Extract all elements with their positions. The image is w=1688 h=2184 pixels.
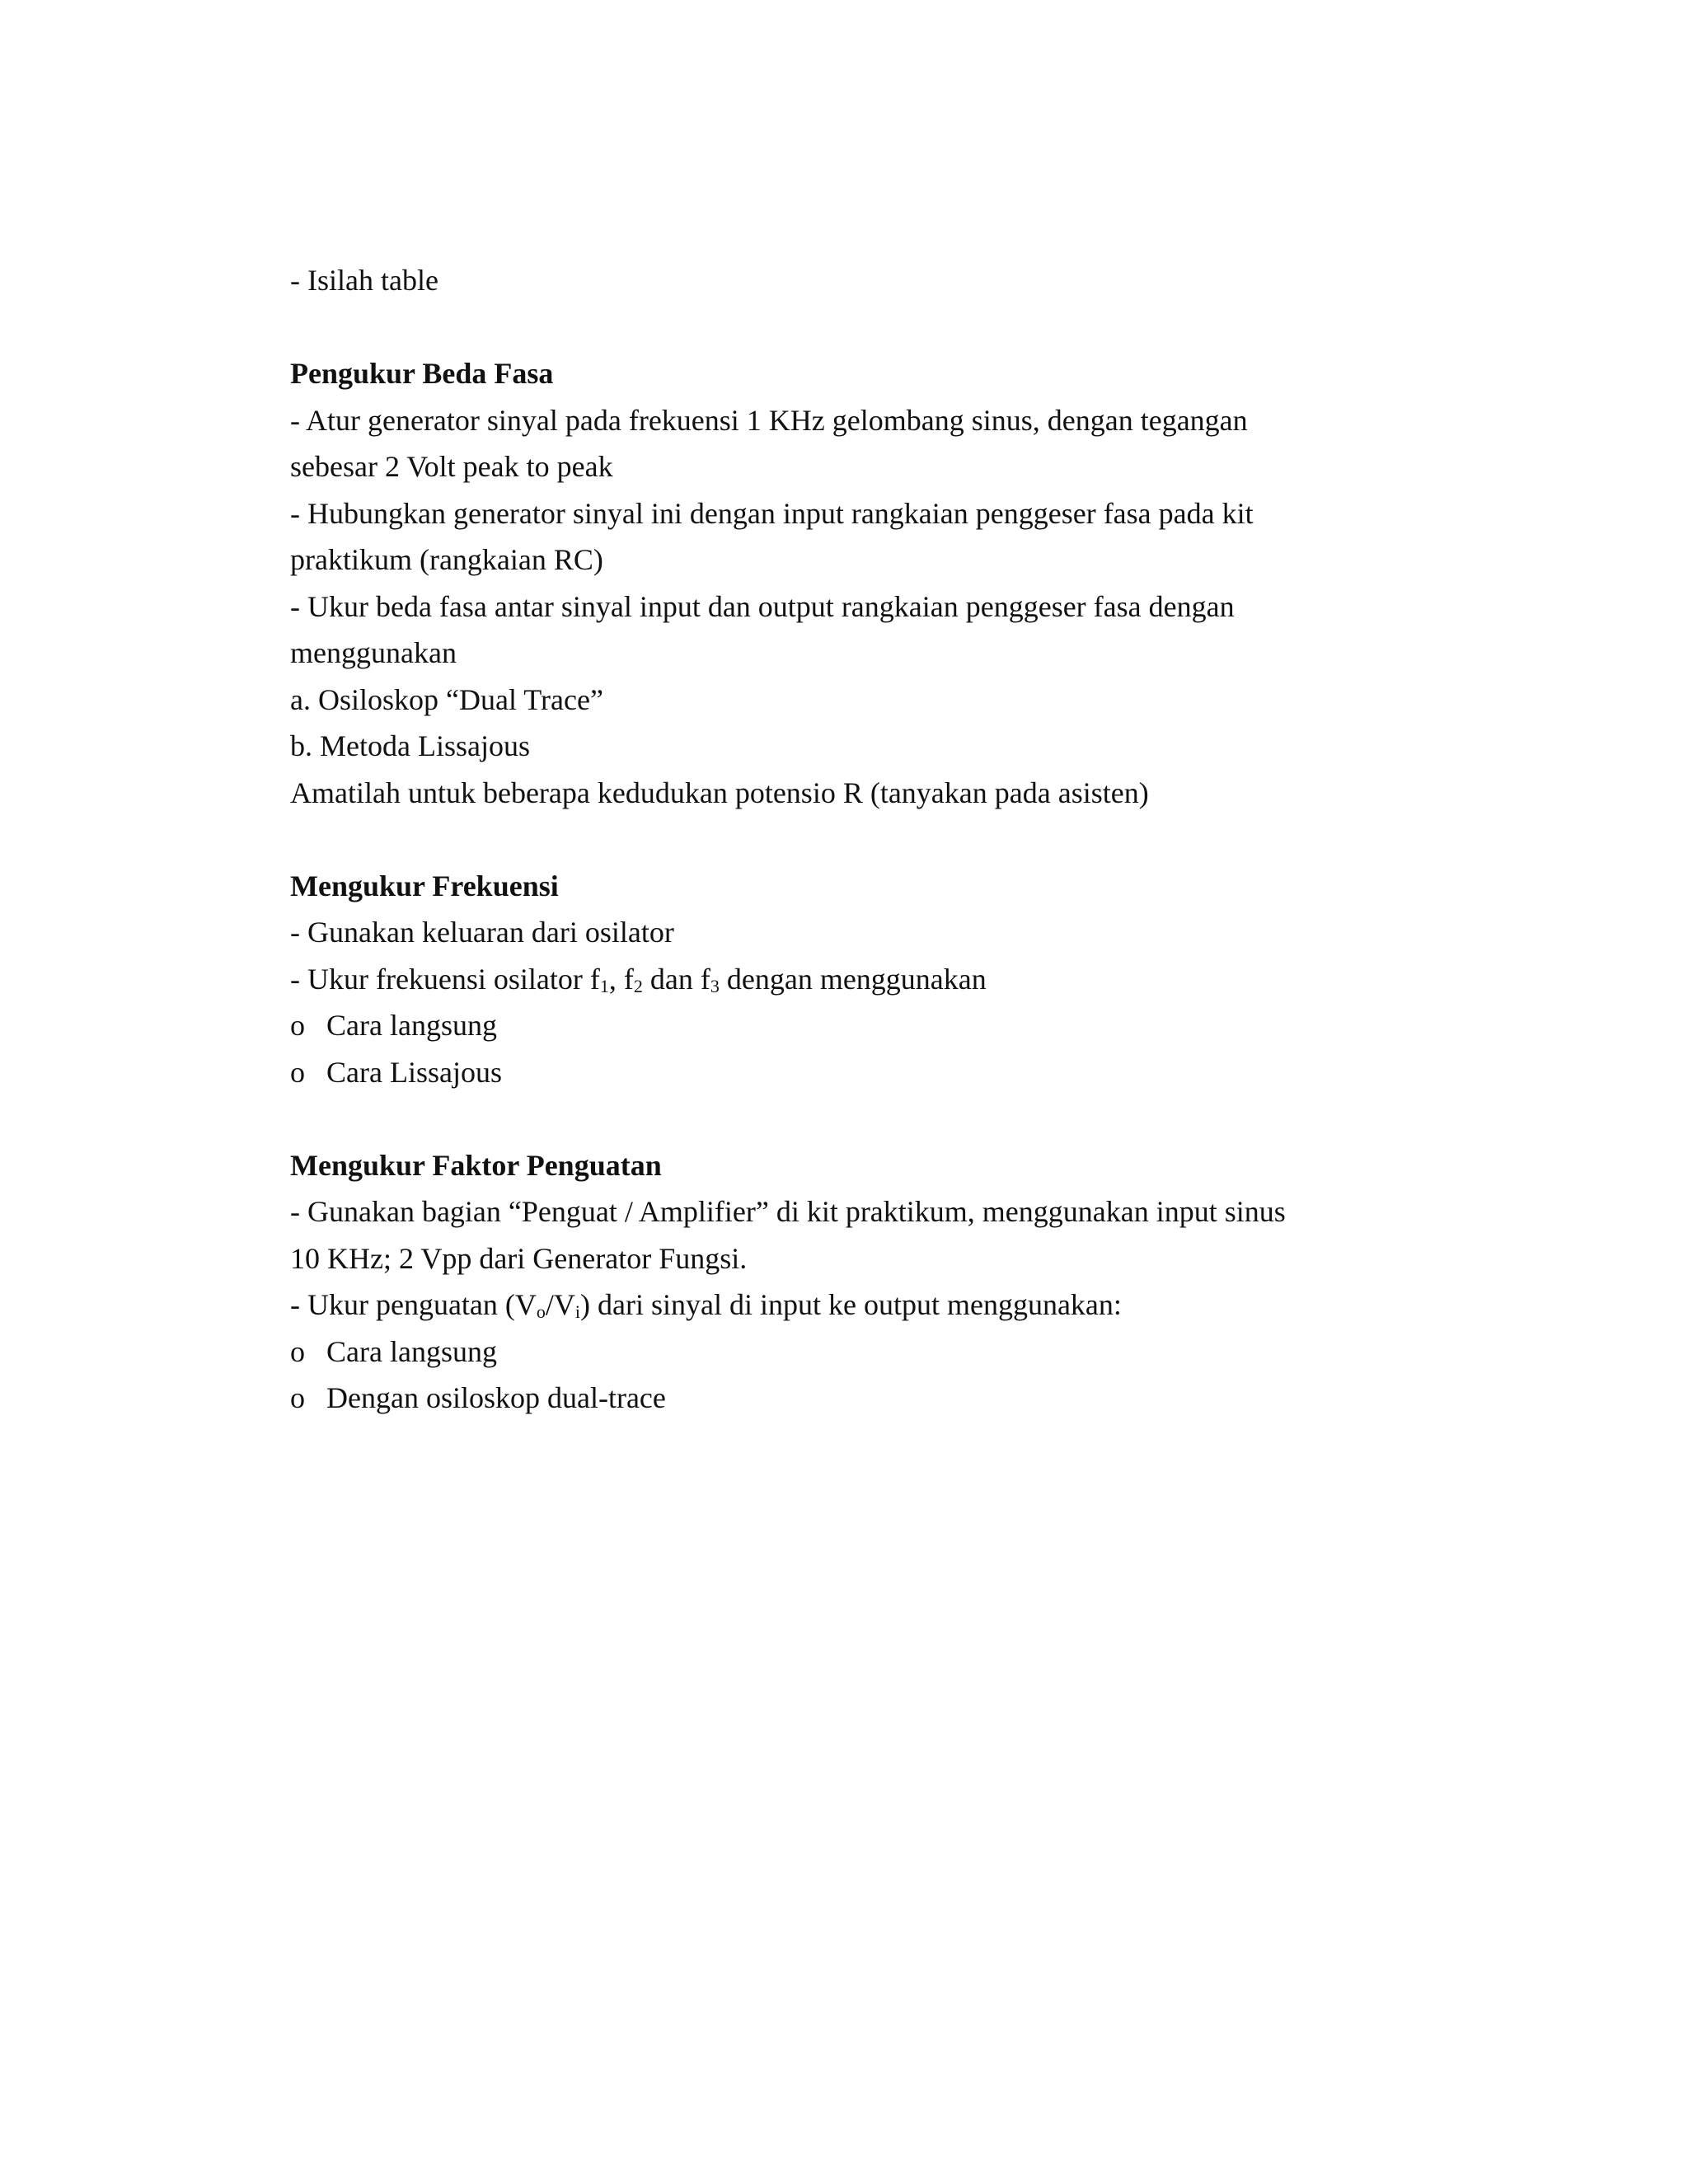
document-page xyxy=(290,257,1444,1422)
spacer xyxy=(290,1095,1444,1142)
bullet-text: Cara Lissajous xyxy=(326,1055,502,1089)
text-fragment: ) dari sinyal di input ke output menggunakan: xyxy=(580,1288,1122,1321)
subscript: 3 xyxy=(710,975,720,996)
paragraph-line: praktikum (rangkaian RC) xyxy=(290,543,603,576)
spacer xyxy=(290,816,1444,863)
paragraph-line-frequencies xyxy=(290,956,1444,1003)
paragraph-line-gain xyxy=(290,1282,1444,1329)
text-fragment: , f xyxy=(608,962,634,996)
list-item-a: a. Osiloskop “Dual Trace” xyxy=(290,682,603,716)
text-fragment: dan f xyxy=(642,962,710,996)
subscript: 2 xyxy=(633,975,643,996)
bullet-text: Dengan osiloskop dual-trace xyxy=(326,1381,666,1414)
paragraph-line: - Gunakan keluaran dari osilator xyxy=(290,916,674,949)
bullet-item xyxy=(290,1329,1444,1376)
bullet-item xyxy=(290,1049,1444,1096)
paragraph-line: menggunakan xyxy=(290,636,457,669)
intro-line: - Isilah table xyxy=(290,264,438,297)
paragraph-line: - Hubungkan generator sinyal ini dengan input rangkaian penggeser fasa pada kit xyxy=(290,496,1254,530)
paragraph-line: Amatilah untuk beberapa kedudukan potensio R (tanyakan pada asisten) xyxy=(290,776,1149,809)
subscript: 1 xyxy=(599,975,609,996)
bullet-item xyxy=(290,1002,1444,1049)
bullet-marker: o xyxy=(290,1334,305,1368)
bullet-text: Cara langsung xyxy=(326,1009,497,1042)
bullet-text: Cara langsung xyxy=(326,1334,497,1368)
section-heading-penguatan: Mengukur Faktor Penguatan xyxy=(290,1148,662,1182)
section-heading-beda-fasa: Pengukur Beda Fasa xyxy=(290,357,554,390)
text-fragment: /V xyxy=(545,1288,575,1321)
text-fragment: - Ukur frekuensi osilator f xyxy=(290,962,600,996)
bullet-marker: o xyxy=(290,1055,305,1089)
paragraph-line: sebesar 2 Volt peak to peak xyxy=(290,450,613,483)
paragraph-line: - Gunakan bagian “Penguat / Amplifier” di kit praktikum, menggunakan input sinus xyxy=(290,1195,1286,1228)
bullet-marker: o xyxy=(290,1381,305,1414)
subscript: i xyxy=(574,1301,581,1322)
paragraph-line: 10 KHz; 2 Vpp dari Generator Fungsi. xyxy=(290,1241,748,1275)
section-heading-frekuensi: Mengukur Frekuensi xyxy=(290,869,559,902)
bullet-item xyxy=(290,1375,1444,1422)
list-item-b: b. Metoda Lissajous xyxy=(290,729,530,762)
paragraph-line: - Atur generator sinyal pada frekuensi 1 KHz gelombang sinus, dengan tegangan xyxy=(290,403,1248,437)
subscript: o xyxy=(536,1301,546,1322)
text-fragment: dengan menggunakan xyxy=(719,962,987,996)
text-fragment: - Ukur penguatan (V xyxy=(290,1288,537,1321)
paragraph-line: - Ukur beda fasa antar sinyal input dan output rangkaian penggeser fasa dengan xyxy=(290,589,1235,623)
bullet-marker: o xyxy=(290,1009,305,1042)
spacer xyxy=(290,304,1444,351)
